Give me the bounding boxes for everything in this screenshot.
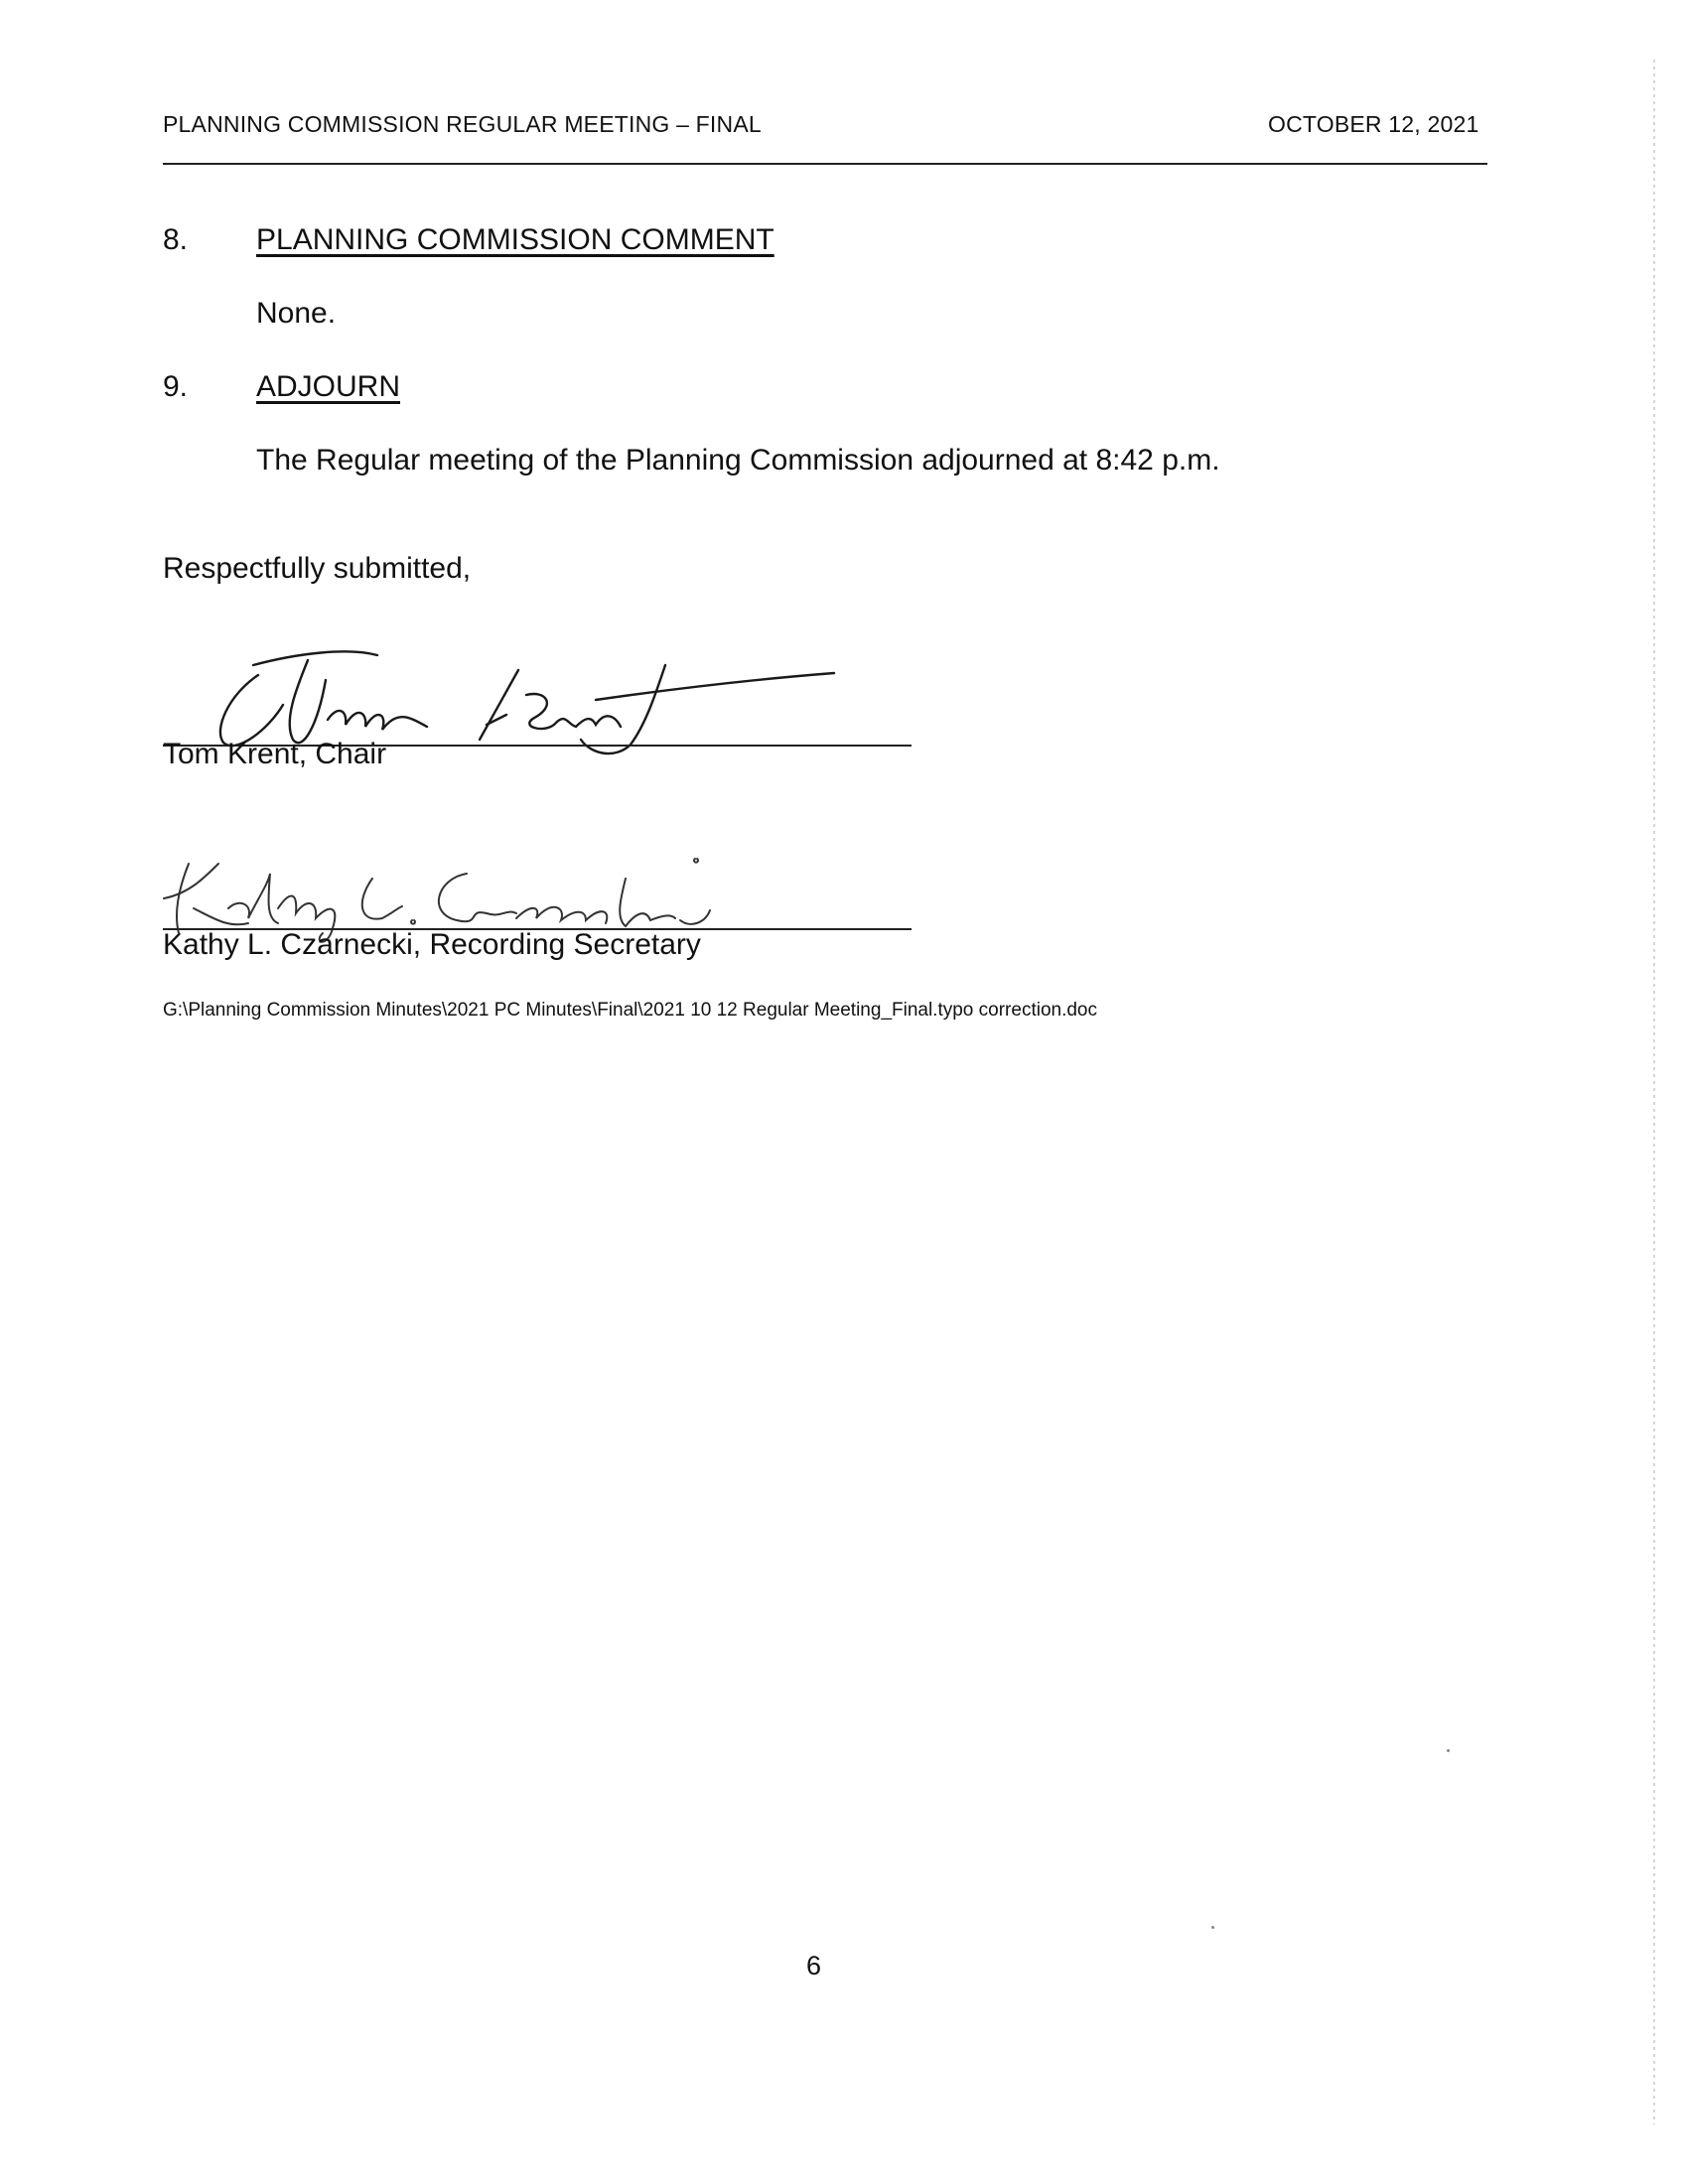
- header-title: PLANNING COMMISSION REGULAR MEETING – FINAL: [163, 111, 762, 137]
- header-date: OCTOBER 12, 2021: [1268, 111, 1479, 137]
- scan-speck: [1447, 1749, 1450, 1752]
- scan-speck: [1211, 1926, 1214, 1929]
- page-number: 6: [806, 1951, 822, 1980]
- section-8-title: PLANNING COMMISSION COMMENT: [256, 223, 774, 256]
- scan-edge: [1653, 60, 1655, 2124]
- section-8-body: None.: [256, 297, 337, 330]
- secretary-name: Kathy L. Czarnecki, Recording Secretary: [163, 928, 701, 961]
- header-divider: [163, 163, 1487, 165]
- section-9-body: The Regular meeting of the Planning Commission adjourned at 8:42 p.m.: [256, 444, 1220, 477]
- chair-name: Tom Krent, Chair: [163, 738, 387, 770]
- section-9-number: 9.: [163, 370, 189, 403]
- section-8-number: 8.: [163, 223, 189, 256]
- closing-text: Respectfully submitted,: [163, 552, 472, 585]
- section-9-title: ADJOURN: [256, 370, 401, 403]
- file-path: G:\Planning Commission Minutes\2021 PC Minutes\Final\2021 10 12 Regular Meeting_Final.typo correction.doc: [163, 1000, 1097, 1021]
